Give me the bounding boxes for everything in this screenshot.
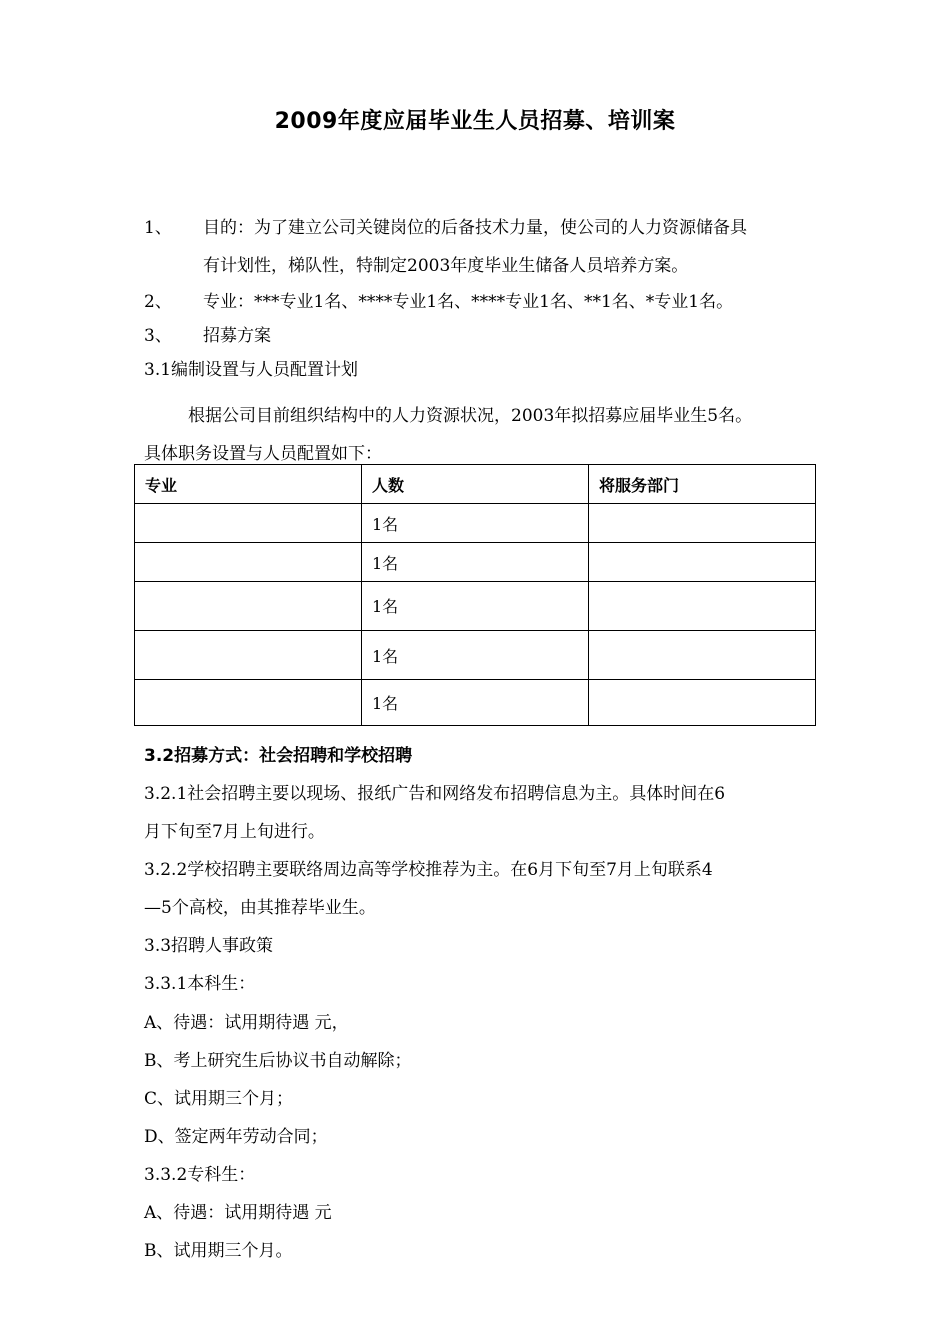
- policy-line: A、待遇：试用期待遇 元，: [144, 1013, 349, 1033]
- section-heading: 3.3招聘人事政策: [144, 936, 274, 956]
- table-header-cell: 专业: [135, 465, 362, 504]
- paragraph-line: 根据公司目前组织结构中的人力资源状况，2003年拟招募应届毕业生5名。: [188, 406, 753, 426]
- item-text: 目的：为了建立公司关键岗位的后备技术力量，使公司的人力资源储备具: [203, 218, 747, 238]
- table-cell: 1名: [362, 582, 589, 631]
- subsection-heading: 3.3.2专科生：: [144, 1165, 256, 1185]
- policy-line: B、考上研究生后协议书自动解除；: [144, 1051, 412, 1071]
- table-row: [135, 680, 816, 726]
- table-cell: [135, 631, 362, 680]
- item-number: 3、: [144, 326, 172, 346]
- paragraph-line: 具体职务设置与人员配置如下：: [144, 444, 382, 464]
- table-cell: 1名: [362, 631, 589, 680]
- table-cell: 1名: [362, 680, 589, 726]
- table-header-cell: 人数: [362, 465, 589, 504]
- paragraph-line: 3.2.2学校招聘主要联络周边高等学校推荐为主。在6月下旬至7月上旬联系4: [144, 860, 713, 880]
- table-row: [135, 543, 816, 582]
- table-cell: [589, 582, 816, 631]
- table-header-cell: 将服务部门: [589, 465, 816, 504]
- table-row: [135, 504, 816, 543]
- paragraph-line: 3.2.1社会招聘主要以现场、报纸广告和网络发布招聘信息为主。具体时间在6: [144, 784, 726, 804]
- policy-line: A、待遇：试用期待遇 元: [144, 1203, 332, 1223]
- table-cell: [589, 680, 816, 726]
- table-cell: [589, 631, 816, 680]
- item-text: 专业：***专业1名、****专业1名、****专业1名、**1名、*专业1名。: [203, 292, 734, 312]
- table-row: [135, 631, 816, 680]
- table-cell: [135, 582, 362, 631]
- policy-line: B、试用期三个月。: [144, 1241, 293, 1261]
- subsection-heading: 3.3.1本科生：: [144, 974, 256, 994]
- table-cell: [135, 543, 362, 582]
- item-number: 2、: [144, 292, 172, 312]
- section-heading: 3.2招募方式：社会招聘和学校招聘: [144, 746, 413, 766]
- table-row: [135, 582, 816, 631]
- item-text-continued: 有计划性，梯队性，特制定2003年度毕业生储备人员培养方案。: [203, 256, 689, 276]
- paragraph-line: —5个高校，由其推荐毕业生。: [144, 898, 376, 918]
- table-cell: 1名: [362, 504, 589, 543]
- table-header-row: [135, 465, 816, 504]
- table-cell: [135, 680, 362, 726]
- paragraph-line: 月下旬至7月上旬进行。: [144, 822, 325, 842]
- document-title: 2009年度应届毕业生人员招募、培训案: [274, 109, 676, 134]
- table-cell: [589, 543, 816, 582]
- table-cell: 1名: [362, 543, 589, 582]
- section-heading: 3.1编制设置与人员配置计划: [144, 360, 359, 380]
- staffing-table: [134, 464, 816, 726]
- item-number: 1、: [144, 218, 172, 238]
- table-cell: [135, 504, 362, 543]
- table-cell: [589, 504, 816, 543]
- item-text: 招募方案: [203, 326, 271, 346]
- policy-line: C、试用期三个月；: [144, 1089, 294, 1109]
- policy-line: D、签定两年劳动合同；: [144, 1127, 328, 1147]
